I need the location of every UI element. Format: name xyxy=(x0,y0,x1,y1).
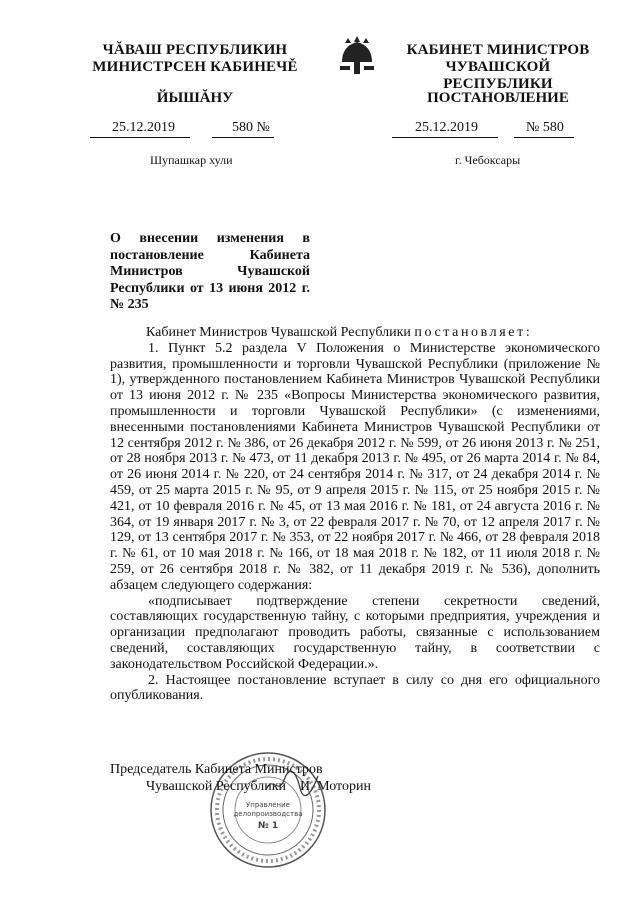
quote-paragraph: «подписывает подтверждение степени секретности сведений, составляющих государственную тайну, с которыми предприятия, учреждения и организации предполагают проводить работы, связанные с использованием сведений, составляющих государственную тайну, в соответствии с законодательством Российской Федерации.». xyxy=(110,593,600,672)
header-left-doc-type: ЙЫШĂНУ xyxy=(156,90,234,106)
document-body xyxy=(110,325,600,704)
left-date-underline xyxy=(90,136,190,138)
right-city: г. Чебоксары xyxy=(455,153,521,167)
intro-verb: постановляет: xyxy=(414,325,533,340)
right-number-underline xyxy=(514,136,574,138)
stamp-line1: Управление xyxy=(246,801,290,809)
document-subject: О внесении изменения в постановление Кабинета Министров Чувашской Республики от 13 июня 2012 г. № 235 xyxy=(110,231,310,312)
header-right-line2: ЧУВАШСКОЙ РЕСПУБЛИКИ xyxy=(443,59,553,92)
header-left-title xyxy=(90,42,300,76)
header-right-line1: КАБИНЕТ МИНИСТРОВ xyxy=(406,42,590,58)
header-right-doc-type: ПОСТАНОВЛЕНИЕ xyxy=(427,90,569,106)
signature-name: И. Моторин xyxy=(300,779,371,794)
left-city: Шупашкар хули xyxy=(150,153,233,167)
header-left-line2: МИНИСТРСЕН КАБИНЕЧĚ xyxy=(92,59,298,75)
header-right-title xyxy=(392,42,604,93)
intro-prefix: Кабинет Министров Чувашской Республики xyxy=(146,325,411,340)
left-number-underline xyxy=(212,136,274,138)
signature-title-line2: Чувашской Республики xyxy=(146,779,287,794)
right-number: № 580 xyxy=(526,120,564,135)
paragraph-1: 1. Пункт 5.2 раздела V Положения о Министерстве экономического развития, промышленности и торговли Чувашской Республики (приложение № 1), утвержденного постановлением Кабинета Министров Чувашской Республики от 13 июня 2012 г. № 235 «Вопросы Министерства экономического развития, промышленности и торговли Чувашской Республики» (с изменениями, внесенными постановлениями Кабинета Министров Чувашской Республики от 12 сентября 2012 г. № 386, от 26 декабря 2012 г. № 599, от 26 июня 2013 г. № 251, от 28 ноября 2013 г. № 473, от 11 декабря 2013 г. № 495, от 26 марта 2014 г. № 84, от 26 июня 2014 г. № 220, от 24 сентября 2014 г. № 317, от 24 декабря 2014 г. № 459, от 25 марта 2015 г. № 95, от 9 апреля 2015 г. № 115, от 25 ноября 2015 г. № 421, от 10 февраля 2016 г. № 45, от 13 мая 2016 г. № 181, от 24 августа 2016 г. № 364, от 19 января 2017 г. № 3, от 22 февраля 2017 г. № 70, от 12 апреля 2017 г. № 129, от 13 сентября 2017 г. № 353, от 22 ноября 2017 г. № 466, от 28 февраля 2018 г. № 61, от 10 мая 2018 г. № 166, от 18 мая 2018 г. № 182, от 11 июля 2018 г. № 259, от 26 сентября 2018 г. № 382, от 11 декабря 2019 г. № 536), дополнить абзацем следующего содержания: xyxy=(110,340,600,593)
paragraph-2: 2. Настоящее постановление вступает в силу со дня его официального опубликования. xyxy=(110,672,600,704)
header-left-line1: ЧĂВАШ РЕСПУБЛИКИН xyxy=(102,42,288,58)
intro-paragraph xyxy=(110,325,600,341)
right-date: 25.12.2019 xyxy=(415,120,478,135)
handwritten-signature xyxy=(262,770,322,803)
left-number: 580 № xyxy=(232,120,270,135)
signature-title-line1: Председатель Кабинета Министров xyxy=(110,762,323,777)
right-date-underline xyxy=(392,136,498,138)
left-date: 25.12.2019 xyxy=(112,120,175,135)
emblem-icon xyxy=(334,32,380,78)
stamp-line2: делопроизводства xyxy=(233,810,303,818)
stamp-number: № 1 xyxy=(257,821,279,831)
